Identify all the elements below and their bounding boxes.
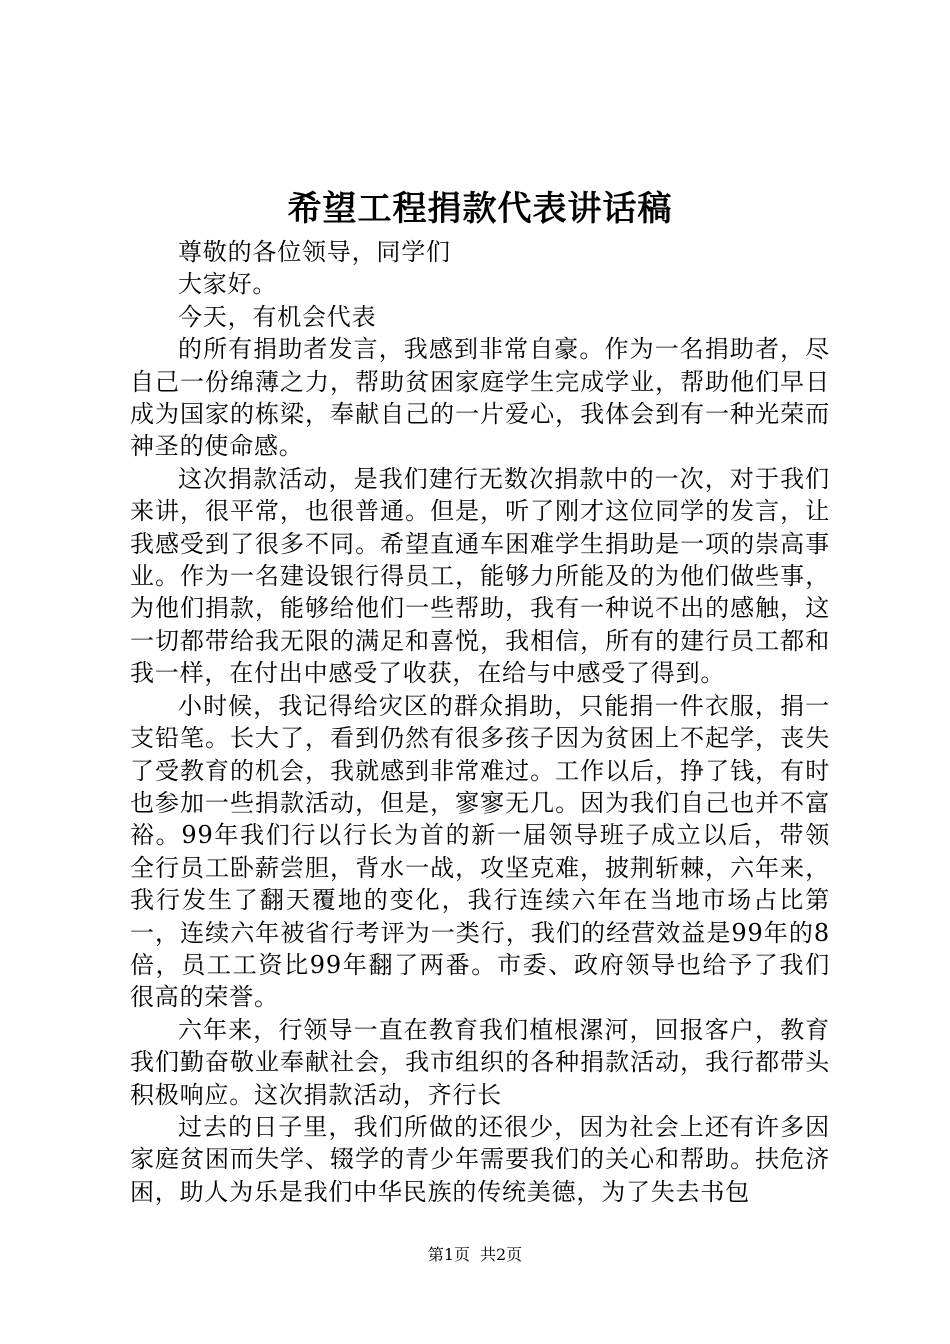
page-number-current: 第1页	[427, 1245, 470, 1264]
paragraph-childhood: 小时候，我记得给灾区的群众捐助，只能捐一件衣服，捐一支铅笔。长大了，看到仍然有很多孩子因为贫困上不起学，丧失了受教育的机会，我就感到非常难过。工作以后，挣了钱，有时也参加一些捐款活动，但是，寥寥无几。因为我们自己也并不富裕。99年我们行以行长为首的新一届领导班子成立以后，带领全行员工卧薪尝胆，背水一战，攻坚克难，披荆斩棘，六年来，我行发生了翻天覆地的变化，我行连续六年在当地市场占比第一，连续六年被省行考评为一类行，我们的经营效益是99年的8倍，员工工资比99年翻了两番。市委、政府领导也给予了我们很高的荣誉。	[130, 691, 830, 1012]
paragraph-past-days: 过去的日子里，我们所做的还很少，因为社会上还有许多因家庭贫困而失学、辍学的青少年需要我们的关心和帮助。扶危济困，助人为乐是我们中华民族的传统美德，为了失去书包	[130, 1112, 830, 1206]
document-title: 希望工程捐款代表讲话稿	[287, 189, 673, 229]
paragraph-greeting: 尊敬的各位领导，同学们	[178, 238, 451, 266]
paragraph-donation-activity: 这次捐款活动，是我们建行无数次捐款中的一次，对于我们来讲，很平常，也很普通。但是，听了刚才这位同学的发言，让我感受到了很多不同。希望直通车困难学生捐助是一项的崇高事业。作为一名建设银行得员工，能够力所能及的为他们做些事，为他们捐款，能够给他们一些帮助，我有一种说不出的感触，这一切都带给我无限的满足和喜悦，我相信，所有的建行员工都和我一样，在付出中感受了收获，在给与中感受了得到。	[130, 464, 830, 688]
paragraph-pride: 的所有捐助者发言，我感到非常自豪。作为一名捐助者，尽自己一份绵薄之力，帮助贫困家庭学生完成学业，帮助他们早日成为国家的栋梁，奉献自己的一片爱心，我体会到有一种光荣而神圣的使命感。	[130, 335, 830, 461]
paragraph-intro: 今天，有机会代表	[178, 302, 377, 331]
page-number-total: 共2页	[480, 1245, 523, 1264]
paragraph-six-years: 六年来，行领导一直在教育我们植根漯河，回报客户，教育我们勤奋敬业奉献社会，我市组织的各种捐款活动，我行都带头积极响应。这次捐款活动，齐行长	[130, 1015, 830, 1109]
document-body	[130, 236, 830, 1208]
page-footer	[0, 1243, 950, 1267]
paragraph-hello: 大家好。	[178, 270, 278, 299]
